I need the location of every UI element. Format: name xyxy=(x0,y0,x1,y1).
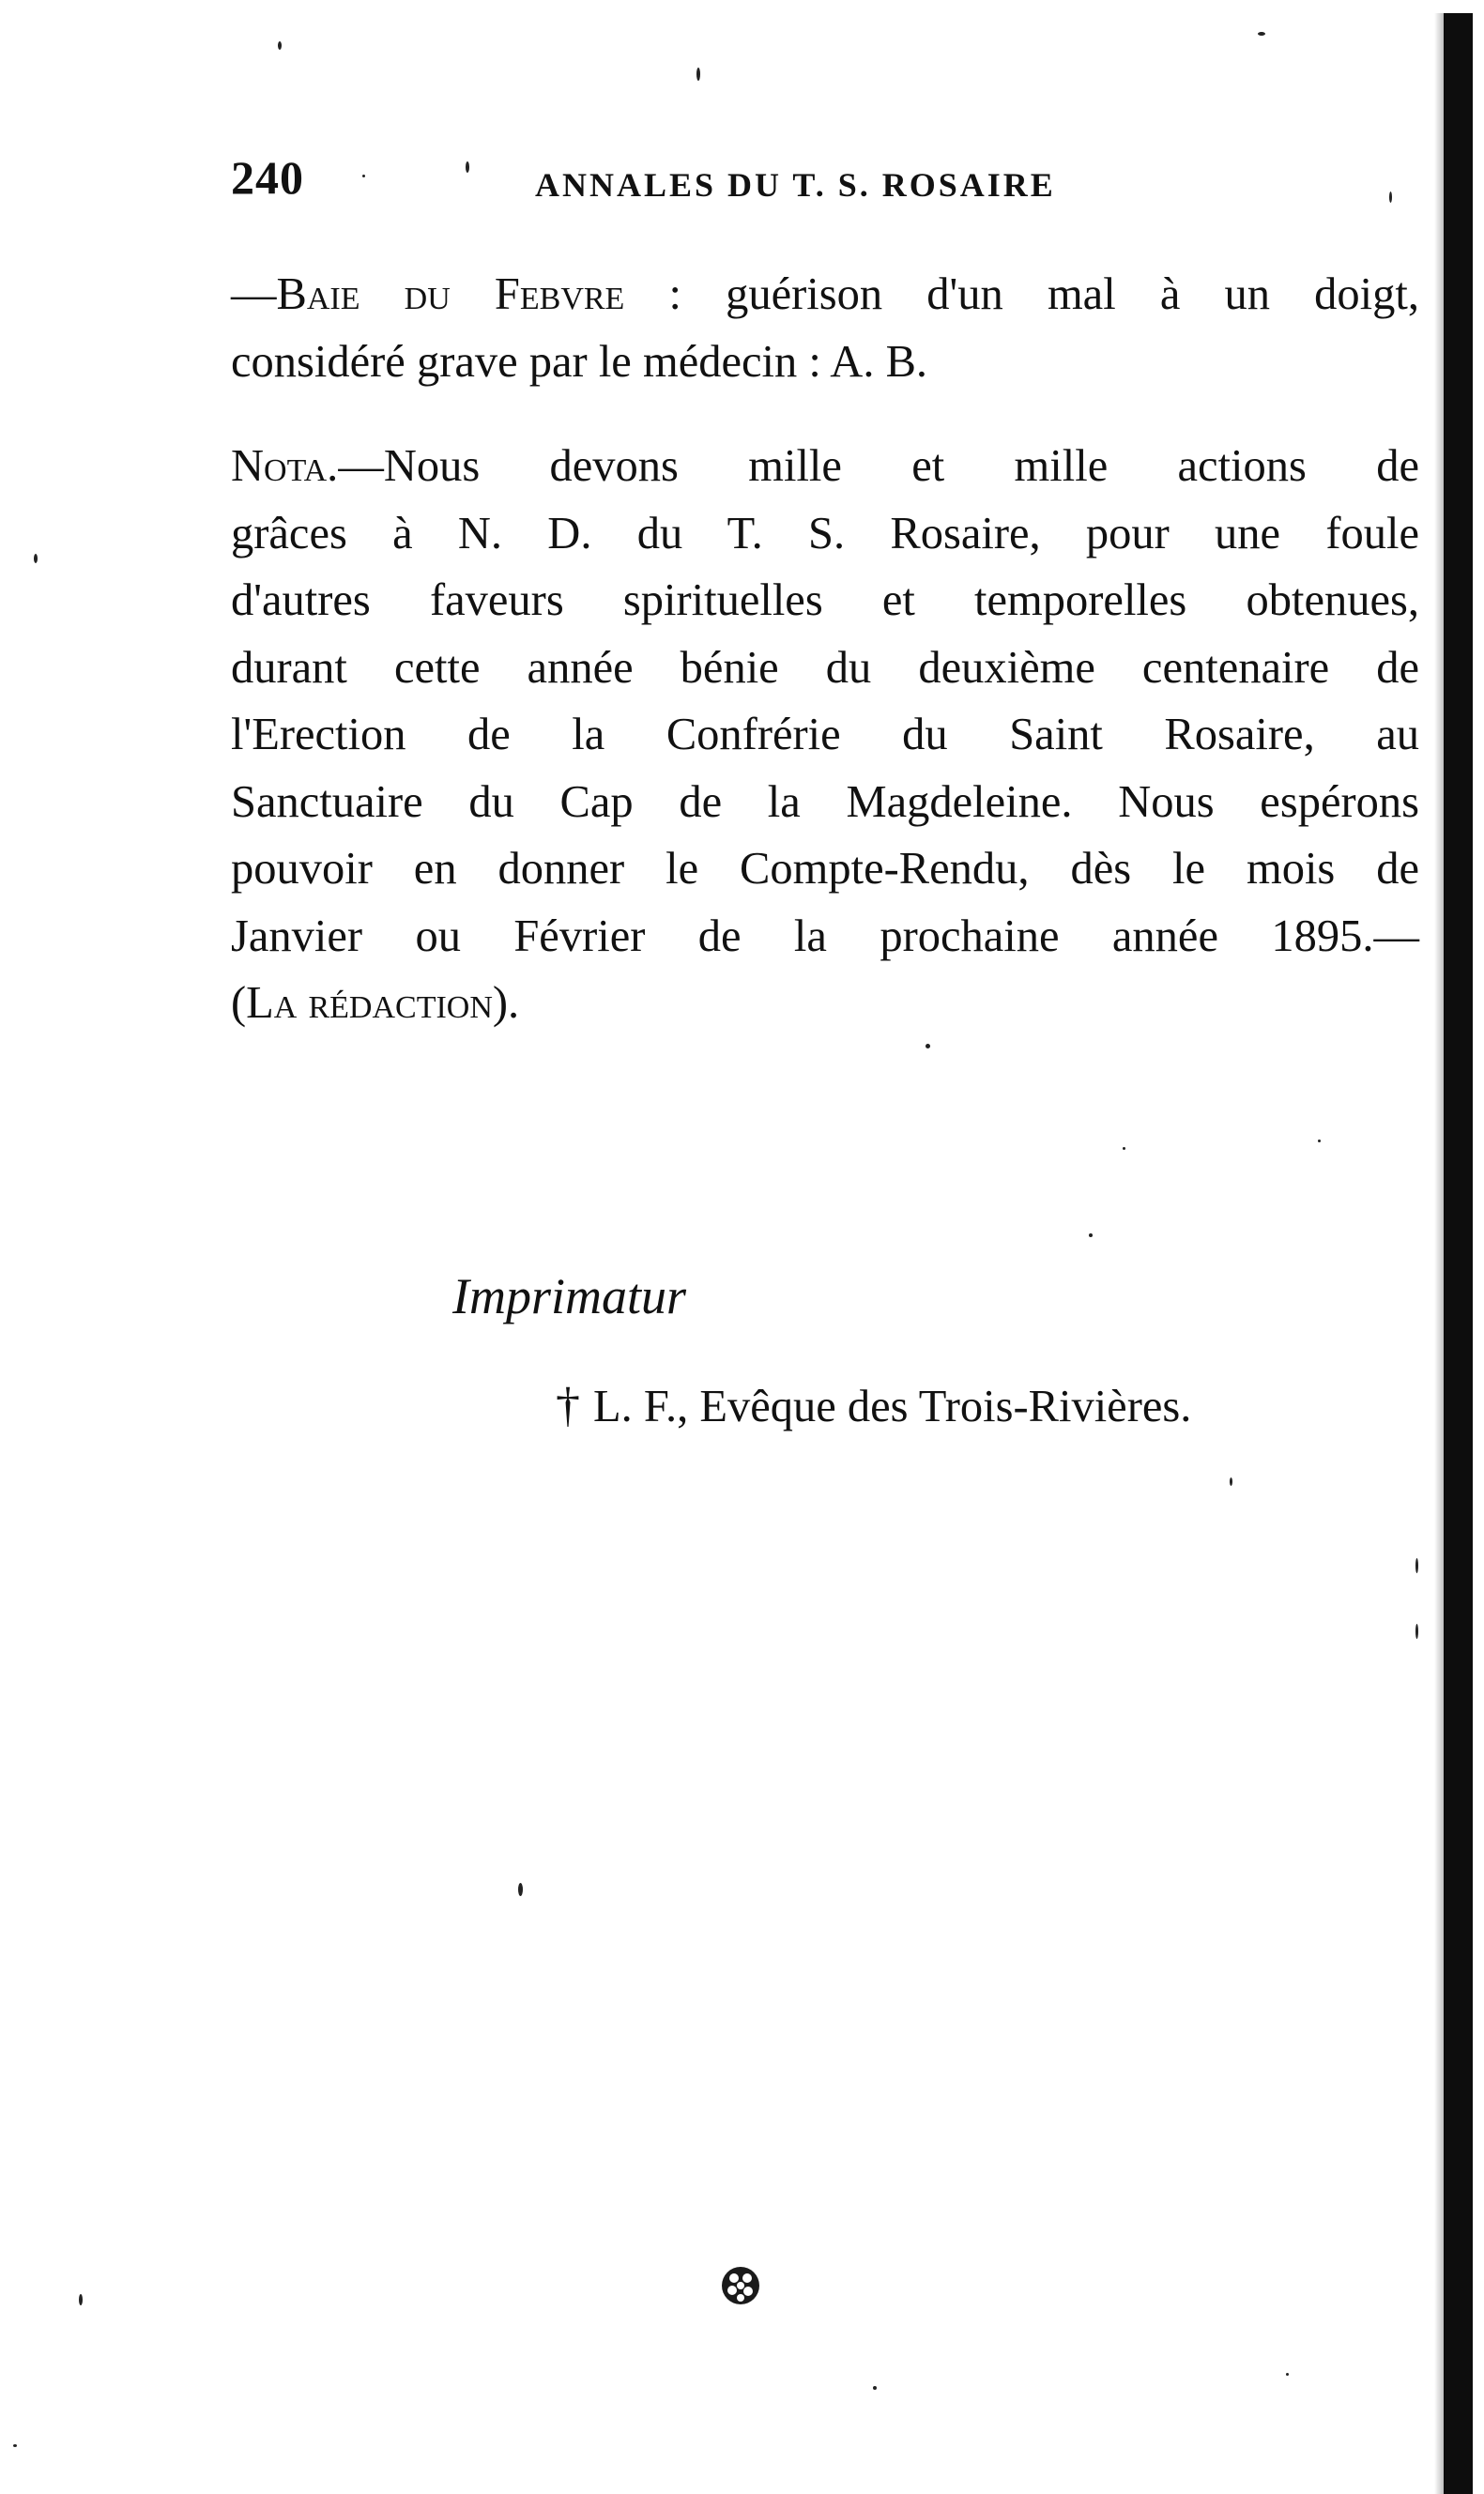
dagger-mark: † xyxy=(556,1379,580,1432)
nota-line-8: Janvier ou Février de la prochaine année 1895.— xyxy=(231,910,1419,961)
nota-line-6: Sanctuaire du Cap de la Magdeleine. Nous espérons xyxy=(231,776,1419,827)
nota-open-paren: ( xyxy=(231,978,247,1028)
entry-line-2: considéré grave par le médecin : A. B. xyxy=(231,336,928,387)
scan-speck xyxy=(1286,2373,1289,2376)
nota-line-2: grâces à N. D. du T. S. Rosaire, pour une foule xyxy=(231,508,1419,558)
scan-speck xyxy=(1318,1140,1321,1142)
scan-speck xyxy=(1389,191,1392,203)
entry-line-1 xyxy=(231,261,1419,329)
nota-paragraph xyxy=(231,433,1419,1037)
body-text xyxy=(231,261,1419,1037)
scan-speck xyxy=(518,1883,523,1896)
scan-speck xyxy=(926,1044,930,1048)
paragraph-gap xyxy=(231,395,1419,433)
nota-line-3: d'autres faveurs spirituelles et temporelles obtenues, xyxy=(231,575,1419,625)
nota-line-1 xyxy=(231,433,1419,500)
scan-speck xyxy=(1258,32,1265,36)
imprimatur-heading: Imprimatur xyxy=(452,1268,687,1324)
scan-speck xyxy=(278,41,282,50)
entry-place: —Baie du Febvre xyxy=(231,269,625,319)
redaction-signature: La rédaction xyxy=(246,978,493,1028)
scan-speck xyxy=(362,175,365,177)
signatory-text: L. F., Evêque des Trois-Rivières. xyxy=(593,1382,1192,1431)
nota-close-paren: ). xyxy=(492,978,520,1028)
scan-speck xyxy=(79,2294,83,2305)
nota-line-4: durant cette année bénie du deuxième centenaire de xyxy=(231,642,1419,693)
scan-speck xyxy=(34,554,38,563)
scan-speck xyxy=(13,2444,17,2447)
binding-edge-shadow xyxy=(1434,13,1444,2494)
healing-entry xyxy=(231,261,1419,395)
running-head xyxy=(231,150,1404,216)
scan-speck xyxy=(873,2386,877,2390)
page-number: 240 xyxy=(231,151,304,204)
running-title: ANNALES DU T. S. ROSAIRE xyxy=(535,166,1056,204)
scan-speck xyxy=(1089,1233,1093,1237)
nota-label: Nota. xyxy=(231,441,339,491)
scan-speck xyxy=(1415,1558,1418,1573)
scan-speck xyxy=(1415,1624,1418,1639)
nota-line-5: l'Erection de la Confrérie du Saint Rosaire, au xyxy=(231,710,1419,759)
flower-ornament-icon xyxy=(719,2264,762,2307)
bishop-signature xyxy=(556,1378,1191,1433)
scan-speck xyxy=(1123,1147,1125,1150)
scan-speck xyxy=(466,161,469,173)
nota-line-9 xyxy=(231,970,1419,1037)
binding-edge xyxy=(1444,13,1473,2494)
scan-speck xyxy=(1230,1477,1232,1486)
nota-line-1-text: —Nous devons mille et mille actions de xyxy=(338,441,1419,491)
scan-speck xyxy=(696,68,700,81)
nota-line-7: pouvoir en donner le Compte-Rendu, dès le mois de xyxy=(231,844,1419,894)
entry-description: : guérison d'un mal à un doigt, xyxy=(668,269,1419,319)
